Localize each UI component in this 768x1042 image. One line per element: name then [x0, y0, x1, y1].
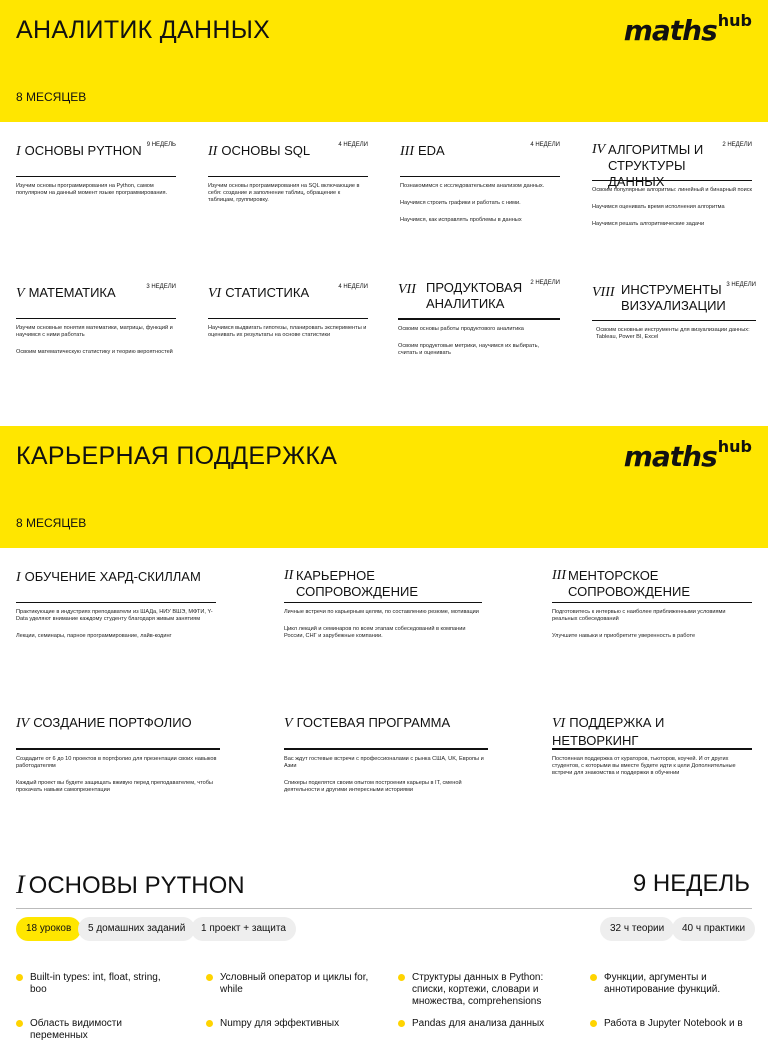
module-divider — [284, 602, 482, 603]
module-number: VII — [398, 282, 416, 297]
course-divider — [16, 908, 752, 909]
module-desc: Создадите от 6 до 10 проектов в портфолио для презентации своих навыков работодателям — [16, 756, 217, 769]
analyst-header — [0, 0, 768, 122]
module-weeks: 4 НЕДЕЛИ — [338, 142, 368, 148]
module-header — [208, 142, 368, 172]
mathshub-logo — [623, 11, 752, 47]
module-header — [592, 282, 756, 316]
module-divider — [16, 176, 176, 177]
duration-label: 8 МЕСЯЦЕВ — [16, 90, 87, 104]
career-card — [552, 568, 752, 640]
topic-text: Pandas для анализа данных — [412, 1018, 545, 1029]
module-title: ГОСТЕВАЯ ПРОГРАММА — [296, 715, 451, 730]
module-divider — [208, 318, 368, 319]
module-number: V — [284, 716, 293, 731]
module-card — [592, 282, 756, 341]
module-divider — [400, 176, 560, 177]
topic-item — [590, 1018, 754, 1030]
module-header — [16, 284, 176, 314]
module-number: I — [16, 144, 21, 159]
module-title: СОЗДАНИЕ ПОРТФОЛИО — [33, 715, 192, 730]
topic-item — [16, 1018, 180, 1042]
module-card — [398, 280, 560, 357]
logo-main: maths — [623, 14, 717, 47]
tag-project[interactable]: 1 проект + защита — [191, 917, 296, 941]
topic-text: Структуры данных в Python: списки, кортежи, словари и множества, comprehensions — [412, 972, 544, 1007]
module-header — [208, 284, 368, 314]
module-header — [592, 142, 752, 189]
module-number: V — [16, 286, 25, 301]
career-header — [0, 426, 768, 548]
module-desc: Изучим основные понятия математики, матрицы, функций и научимся с ними работать — [16, 325, 173, 338]
module-card — [16, 142, 176, 197]
logo-sup: hub — [717, 11, 752, 30]
module-number: VIII — [592, 285, 615, 300]
module-title: КАРЬЕРНОЕ СОПРОВОЖДЕНИЕ — [296, 568, 419, 599]
topic-item — [16, 972, 180, 996]
module-desc: Освоим продуктовые метрики, научимся их выбирать, считать и оценивать — [398, 343, 540, 356]
module-number: IV — [16, 716, 30, 731]
module-header — [552, 568, 752, 598]
module-header — [16, 568, 216, 598]
module-desc: Постоянная поддержка от кураторов, тьюторов, коучей. И от других студентов, с которыми вы вместе будете идти к цели Дополнительные встречи для знакомства и поддержки в обучении — [552, 756, 736, 776]
page-title: АНАЛИТИК ДАННЫХ — [16, 16, 271, 44]
module-card — [208, 142, 368, 204]
module-number: IV — [592, 142, 606, 157]
module-title: МЕНТОРСКОЕ СОПРОВОЖДЕНИЕ — [568, 568, 691, 599]
module-desc: Спикеры поделятся своим опытом построения карьеры в IT, сменой деятельности и другими интересными историями — [284, 780, 462, 793]
module-number: III — [552, 568, 566, 583]
topic-item — [590, 972, 754, 996]
module-desc: Познакомимся с исследовательским анализом данных. — [400, 183, 545, 189]
career-card — [284, 568, 482, 640]
module-divider — [284, 748, 488, 750]
module-divider — [398, 318, 560, 320]
tag-homework[interactable]: 5 домашних заданий — [78, 917, 195, 941]
module-card — [16, 284, 176, 356]
career-card — [284, 714, 488, 794]
module-weeks: 2 НЕДЕЛИ — [530, 280, 560, 286]
module-title: АЛГОРИТМЫ И СТРУКТУРЫ ДАННЫХ — [608, 142, 704, 189]
module-desc: Изучим основы программирования на SQL включающие в себя: создание и заполнение таблиц, обращение к таблицам, группировку. — [208, 183, 360, 203]
module-desc: Улучшите навыки и приобретите уверенность в работе — [552, 633, 696, 639]
module-divider — [592, 320, 756, 321]
module-weeks: 3 НЕДЕЛИ — [726, 282, 756, 288]
module-card — [592, 142, 752, 228]
logo-main: maths — [623, 440, 717, 473]
module-desc: Освоим основы работы продуктового аналитика — [398, 326, 524, 332]
bullet-dot-icon — [398, 974, 405, 981]
topic-item — [398, 1018, 562, 1030]
bullet-dot-icon — [590, 974, 597, 981]
topic-text: Условный оператор и циклы for, while — [220, 972, 369, 995]
module-desc: Цикл лекций и семинаров по всем этапам собеседований в компании России, СНГ и зарубежные компании. — [284, 626, 466, 639]
module-desc: Каждый проект вы будете защищать вживую перед преподавателем, чтобы прокачать навыки самопрезентации — [16, 780, 213, 793]
module-title: СТАТИСТИКА — [225, 285, 310, 300]
module-weeks: 9 НЕДЕЛЬ — [146, 142, 176, 148]
module-desc: Освоим популярные алгоритмы: линейный и бинарный поиск — [592, 187, 753, 193]
module-number: II — [208, 144, 218, 159]
module-divider — [16, 748, 220, 750]
module-number: VI — [208, 286, 222, 301]
mathshub-logo — [623, 437, 752, 473]
module-header — [400, 142, 560, 172]
module-divider — [208, 176, 368, 177]
module-desc: Научимся выдвигать гипотезы, планировать эксперименты и оценивать их результаты на основе статистики — [208, 325, 367, 338]
module-desc: Изучим основы программирования на Python, самом популярном на данный момент языке программирования. — [16, 183, 168, 196]
module-number: III — [400, 144, 414, 159]
bullet-dot-icon — [16, 974, 23, 981]
module-title: ОБУЧЕНИЕ ХАРД-СКИЛЛАМ — [24, 569, 201, 584]
module-desc: Подготовитесь к интервью с наиболее приближенными условиями реальных собеседований — [552, 609, 726, 622]
duration-label: 8 МЕСЯЦЕВ — [16, 516, 87, 530]
topic-item — [398, 972, 562, 1008]
module-weeks: 4 НЕДЕЛИ — [530, 142, 560, 148]
module-weeks: 2 НЕДЕЛИ — [722, 142, 752, 148]
tag-practice-hours[interactable]: 40 ч практики — [672, 917, 755, 941]
module-card — [208, 284, 368, 339]
module-title: ОСНОВЫ PYTHON — [24, 143, 142, 158]
module-title: ПОДДЕРЖКА И НЕТВОРКИНГ — [552, 715, 665, 748]
module-divider — [16, 602, 216, 603]
module-header — [398, 280, 560, 314]
topic-text: Numpy для эффективных — [220, 1018, 340, 1029]
career-card — [16, 714, 220, 794]
module-desc: Лекции, семинары, парное программирование, лайв-кодинг — [16, 633, 172, 639]
module-header — [284, 568, 482, 598]
module-header — [552, 714, 752, 748]
career-card — [16, 568, 216, 640]
bullet-dot-icon — [206, 974, 213, 981]
module-title: EDA — [418, 143, 445, 158]
module-desc: Вас ждут гостевые встречи с профессионалами с рынка США, UK, Европы и Азии — [284, 756, 484, 769]
topic-text: Built-in types: int, float, string, boo — [30, 972, 161, 995]
module-header — [16, 142, 176, 172]
tag-theory-hours[interactable]: 32 ч теории — [600, 917, 674, 941]
module-desc: Научимся, как исправлять проблемы в данных — [400, 217, 522, 223]
course-title-text: ОСНОВЫ PYTHON — [28, 872, 245, 899]
module-title: ОСНОВЫ SQL — [221, 143, 311, 158]
module-title: МАТЕМАТИКА — [28, 285, 116, 300]
topic-text: Функции, аргументы и аннотирование функций. — [604, 972, 721, 995]
module-desc: Освоим основные инструменты для визуализации данных: Tableau, Power BI, Excel — [596, 327, 750, 340]
module-desc: Практикующие в индустриях преподаватели из ШАДа, НИУ ВШЭ, МФТИ, Y-Data уделяют внимание каждому студенту благодаря живым занятиям — [16, 609, 213, 622]
module-weeks: 4 НЕДЕЛИ — [338, 284, 368, 290]
course-weeks: 9 НЕДЕЛЬ — [632, 870, 750, 897]
module-card — [400, 142, 560, 224]
course-title — [16, 870, 245, 900]
module-title: ПРОДУКТОВАЯ АНАЛИТИКА — [426, 280, 523, 311]
topic-text: Работа в Jupyter Notebook и в — [604, 1018, 743, 1029]
module-number: II — [284, 568, 294, 583]
section-title: КАРЬЕРНАЯ ПОДДЕРЖКА — [16, 442, 338, 470]
course-number: I — [16, 870, 25, 899]
module-number: VI — [552, 716, 566, 731]
topic-text: Область видимости переменных — [30, 1018, 122, 1041]
topic-item — [206, 972, 370, 996]
module-desc: Научимся строить графики и работать с ними. — [400, 200, 521, 206]
module-weeks: 3 НЕДЕЛИ — [146, 284, 176, 290]
module-title: ИНСТРУМЕНТЫ ВИЗУАЛИЗАЦИИ — [621, 282, 726, 313]
module-divider — [552, 602, 752, 603]
module-header — [16, 714, 220, 744]
module-header — [284, 714, 488, 744]
module-desc: Научимся решать алгоритмические задачи — [592, 221, 705, 227]
module-divider — [16, 318, 176, 319]
module-desc: Научимся оценивать время исполнения алгоритма — [592, 204, 725, 210]
module-number: I — [16, 570, 21, 585]
module-desc: Личные встречи по карьерным целям, по составлению резюме, мотивации — [284, 609, 479, 615]
logo-sup: hub — [717, 437, 752, 456]
career-card — [552, 714, 752, 777]
topic-item — [206, 1018, 370, 1030]
module-desc: Освоим математическую статистику и теорию вероятностей — [16, 349, 173, 355]
tag-lessons[interactable]: 18 уроков — [16, 917, 81, 941]
